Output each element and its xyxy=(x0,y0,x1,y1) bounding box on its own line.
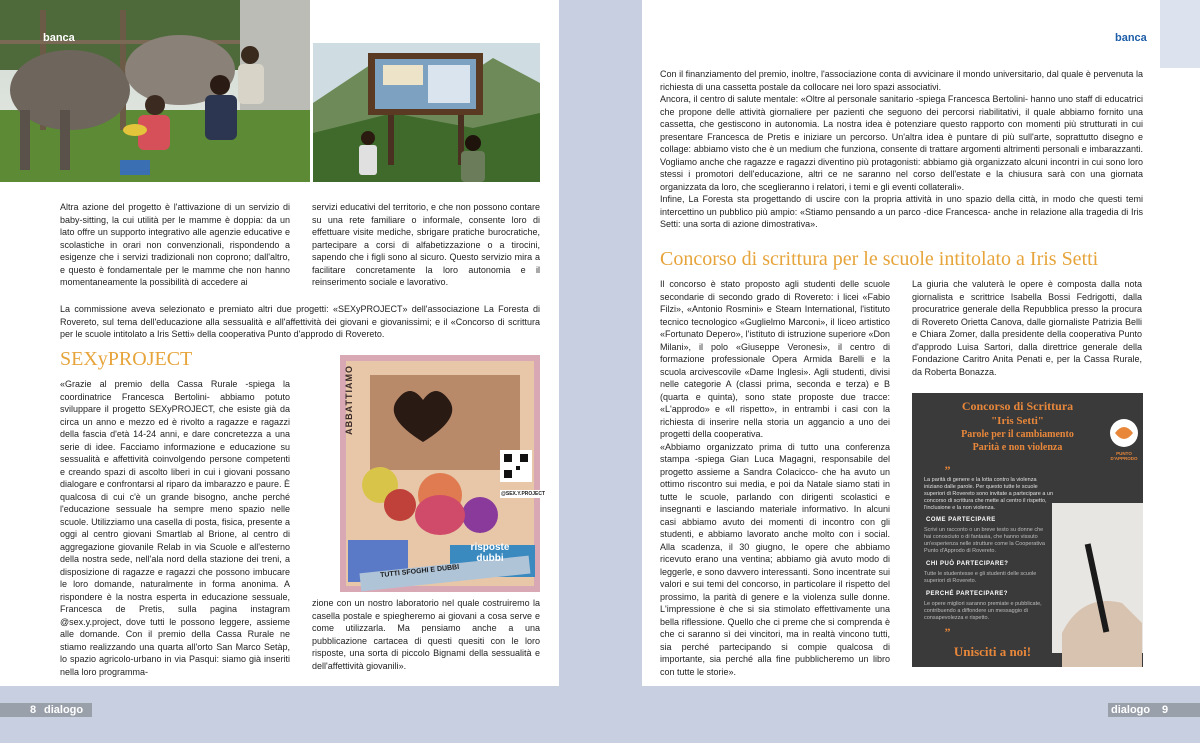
poster-text-who: Tutte le studentesse e gli studenti delle scuole superiori di Rovereto. xyxy=(924,571,1037,584)
photo-donkeys-children xyxy=(0,0,310,182)
poster-heading-who: CHI PUÒ PARTECIPARE? xyxy=(926,561,1009,567)
left-full-width-text: La commissione aveva selezionato e premiato altri due progetti: «SEXyPROJECT» dell'associazione La Foresta di Rovereto, sul tema dell'educazione alla sessualità e all'affettività dei giovani e giovanissimi; e il «Concorso di scrittura per le scuole intitolato a Iris Setti» della cooperativa Punto d'approdo di Rovereto. xyxy=(60,304,540,339)
poster-quote-open: ” xyxy=(944,463,951,477)
footer-label-right: dialogo xyxy=(1111,704,1151,716)
concorso-title: Concorso di scrittura per le scuole intitolato a Iris Setti xyxy=(660,248,1099,270)
sexyproject-title: SEXyPROJECT xyxy=(60,348,193,370)
sexyproject-col1-text: «Grazie al premio della Cassa Rurale -spiega la coordinatrice Francesca Bertolini- abbiamo potuto sviluppare il progetto SEXyPROJECT, che esiste già da circa un anno e mezzo ed è rivolto a ragazze e ragazzi della fascia d'età 14-24 anni, e dare concretezza a una serie di idee. Facciamo informazione e educazione su sessualità e affettività coinvolgendo persone competenti e creando spazi di ascolto liberi in cui i giovani possano dialogare e confrontarsi al riparo da imbarazzo e paure. È qualcosa di cui c'è un grande bisogno, anche perché l'educazione sessuale ha sempre meno spazio nelle scuole. Utilizziamo una casella di posta, fisica, presente a oggi al centro giovani Smartlab al Brione, al centro di aggregazione giovanile Relab in via Scuole e all'esterno della nostra sede, nell'ala nord della stazione dei treni, a disposizione di ragazze e ragazzi che possono imbucare le loro domande, naturalmente in forma anonima. A rispondere è la nostra esperta in educazione sessuale, Francesca de Pretis, sulla pagina instagram @sex.y.project, dove tutti le possono leggere, assieme alle domande. Con il premio della Cassa Rurale ne stiamo realizzando una quarta all'orto San Marco Setàp, lo spazio agricolo-urbano in via Pasqui: siamo già inseriti nella loro programma- xyxy=(60,379,290,677)
poster-cta: Unisciti a noi! xyxy=(953,644,1032,659)
brand-tag-right: banca xyxy=(1115,32,1147,44)
poster-heading-why: PERCHÉ PARTECIPARE? xyxy=(926,591,1008,597)
poster-text-why: Le opere migliori saranno premiate e pubblicate, contribuendo a diffondere un messaggio di consapevolezza e rispetto. xyxy=(924,601,1042,621)
brand-tag-left: banca xyxy=(43,32,75,44)
poster-quote-close: ” xyxy=(944,625,951,639)
footer-page-number-right: 9 xyxy=(1162,704,1169,716)
photo-mountain-sign xyxy=(313,43,540,182)
poster-intro: La parità di genere e la lotta contro la violenza iniziano dalle parole. Per questo tutte le scuole superiori di Rovereto sono invitate a partecipare a un concorso di scrittura che mette al centro il rispetto, l'inclusione e la non violenza. xyxy=(924,477,1054,511)
collage-label-answers: risposte dubbi xyxy=(470,542,510,564)
left-col1-text: Altra azione del progetto è l'attivazione di un servizio di baby-sitting, la cui utilità per le mamme è doppia: da un lato offre un supporto integrativo alle agenzie educative e scolastiche in orari non convenzionali, rispondendo a esigenze che i servizi tradizionali non coprono; dall'altro, e questo è fondamentale per le mamme che non hanno momentaneamente la possibilità di accedere ai xyxy=(60,202,290,287)
right-edge-strip-white xyxy=(1160,68,1200,686)
concorso-col2-text: La giuria che valuterà le opere è composta dalla nota giornalista e scrittrice Isabella Bossi Fedrigotti, dalla procuratrice generale della Repubblica presso la procura di Rovereto Orietta Canova, dalle giornaliste Patrizia Belli e Chiara Zomer, dalla presidente della cooperativa Punto d'approdo Luisa Sartori, dalla direttrice generale della Fondazione Caritro Anita Penati e, per la Cassa Rurale, da Roberta Bonazza. xyxy=(912,279,1142,377)
poster-tagline1: Parole per il cambiamento xyxy=(961,429,1074,440)
poster-title: Concorso di Scrittura xyxy=(961,399,1074,413)
collage-vertical-text: ABBATTIAMO xyxy=(344,365,354,435)
poster-subtitle: "Iris Setti" xyxy=(991,415,1044,427)
right-top-text: Con il finanziamento del premio, inoltre, l'associazione conta di avvicinare il mondo universitario, dal quale è pervenuta la richiesta di una cassetta postale da collocare nei loro spazi associativi. Ancora, il centro di salute mentale: «Oltre al personale sanitario -spiega Francesca Bertolini- hanno uno staff di educatrici che propone delle attività giornaliere per pazienti che seguono dei percorsi riabilitativi, il quale abbiamo fornito una cassetta, che gestiscono in autonomia. La nostra idea è potenziare questo rapporto con momenti più strutturati in cui presentare Francesca de Pretis e iniziare un percorso. Un'altra idea è puntare di più sull'arte, soprattutto disegno e collage: abbiamo visto che è un medium che funziona, consente di trattare argomenti altrimenti personali e imbarazzanti. Vogliamo anche che ragazze e ragazzi diventino più protagonisti: abbiamo già organizzato alcuni incontri in cui sono loro stessi i promotori dell'educazione, altri ce ne saranno nel corso dell'estate e la chiusura sarà con una giornata organizzata da loro, che sceglieranno i relatori, i temi e gli eventi collaterali». Infine, La Foresta sta progettando di uscire con la propria attività in uno spazio della città, in modo che questi temi intercettino un pubblico più ampio: «Stiamo pensando a un parco -dice Francesca- anche in relazione alla tragedia di Iris Setti: una sorta di azione dimostrativa». xyxy=(660,69,1143,229)
concorso-col1-text: Il concorso è stato proposto agli studenti delle scuole secondarie di secondo grado di Rovereto: i licei «Fabio Filzi», «Antonio Rosmini» e Steam International, l'istituto tecnico tecnologico «Guglielmo Marconi», il liceo artistico «Fortunato Depero», l'istituto di istruzione superiore «Don Milani», il polo «Giuseppe Veronesi», il centro di formazione professionale Opera Armida Barelli e la scuola arcivescovile «Dame Inglesi». Agli studenti, divisi nelle categorie A (classi prima, seconda e terza) e B (quarta e quinta), sono state proposte due tracce: «L'approdo» e «Il rispetto», in entrambi i casi con la richiesta di inserire nella storia un aggancio a uno dei progetti della cooperativa. «Abbiamo organizzato prima di tutto una conferenza stampa -spiega Gian Luca Magagni, responsabile del progetto assieme a Sandra Colacicco- che ha avuto un ottimo riscontro sui media, e poi da Natale siamo stati in tutte le scuole, parlando con dirigenti scolastici e insegnanti e lasciando materiale informativo. In alcuni casi abbiamo avuto dei momenti di incontro con gli studenti, e abbiamo lavorato anche molto con i social. Alla scadenza, il 30 giugno, le opere che abbiamo ricevuto erano una ventina; abbiamo già avuto modo di leggerle, e sono davvero interessanti. Sono incentrate sui valori e sui temi del concorso, in particolare il rispetto del prossimo, la parità di genere e la violenza sulle donne. L'impressione è che si sia stimolato effettivamente una bella riflessione. Quello che ci preme che si comprenda è che ci saranno sì dei vincitori, ma in realtà vincono tutti, sia perché partecipando si compie qualcosa di importante, sia perché alla fine pubblicheremo un libro con tutte le storie». xyxy=(660,279,890,677)
right-page xyxy=(642,0,1160,686)
left-col2-text: servizi educativi del territorio, e che non possono contare su una rete familiare o informale, consente loro di effettuare visite mediche, sbrigare pratiche burocratiche, partecipare a corsi di alfabetizzazione o a tirocini, sapendo che i figli sono al sicuro. Questo servizio mira a facilitare concretamente la loro autonomia e il reinserimento sociale e lavorativo. xyxy=(312,202,540,287)
concorso-poster xyxy=(912,393,1143,667)
poster-tagline2: Parità e non violenza xyxy=(972,442,1063,453)
poster-text-how: Scrivi un racconto o un breve testo su donne che hai conosciuto o di fantasia, che hanno vissuto un'esperienza nelle strutture come la Cooperativa Punto d'Approdo di Rovereto. xyxy=(924,527,1045,554)
left-page xyxy=(0,0,559,686)
footer-page-number-left: 8 xyxy=(30,704,37,716)
poster-heading-how: COME PARTECIPARE xyxy=(926,517,996,523)
sexyproject-col2-text: zione con un nostro laboratorio nel quale costruiremo la casella postale e spiegheremo ai giovani a cosa serve e come utilizzarla. Ma pensiamo anche a una pubblicazione cartacea di questi quesiti con le loro risposte, una sorta di piccolo Bignami della sessualità e dell'affettività giovanili». xyxy=(312,598,540,671)
collage-label-handle: @SEX.Y.PROJECT xyxy=(501,491,546,497)
collage-label-bottom: TUTTI SFOGHI E DUBBI xyxy=(379,563,460,580)
footer-label-left: dialogo xyxy=(44,704,84,716)
poster-logo-text: PUNTO D'APPRODO xyxy=(1110,451,1138,461)
